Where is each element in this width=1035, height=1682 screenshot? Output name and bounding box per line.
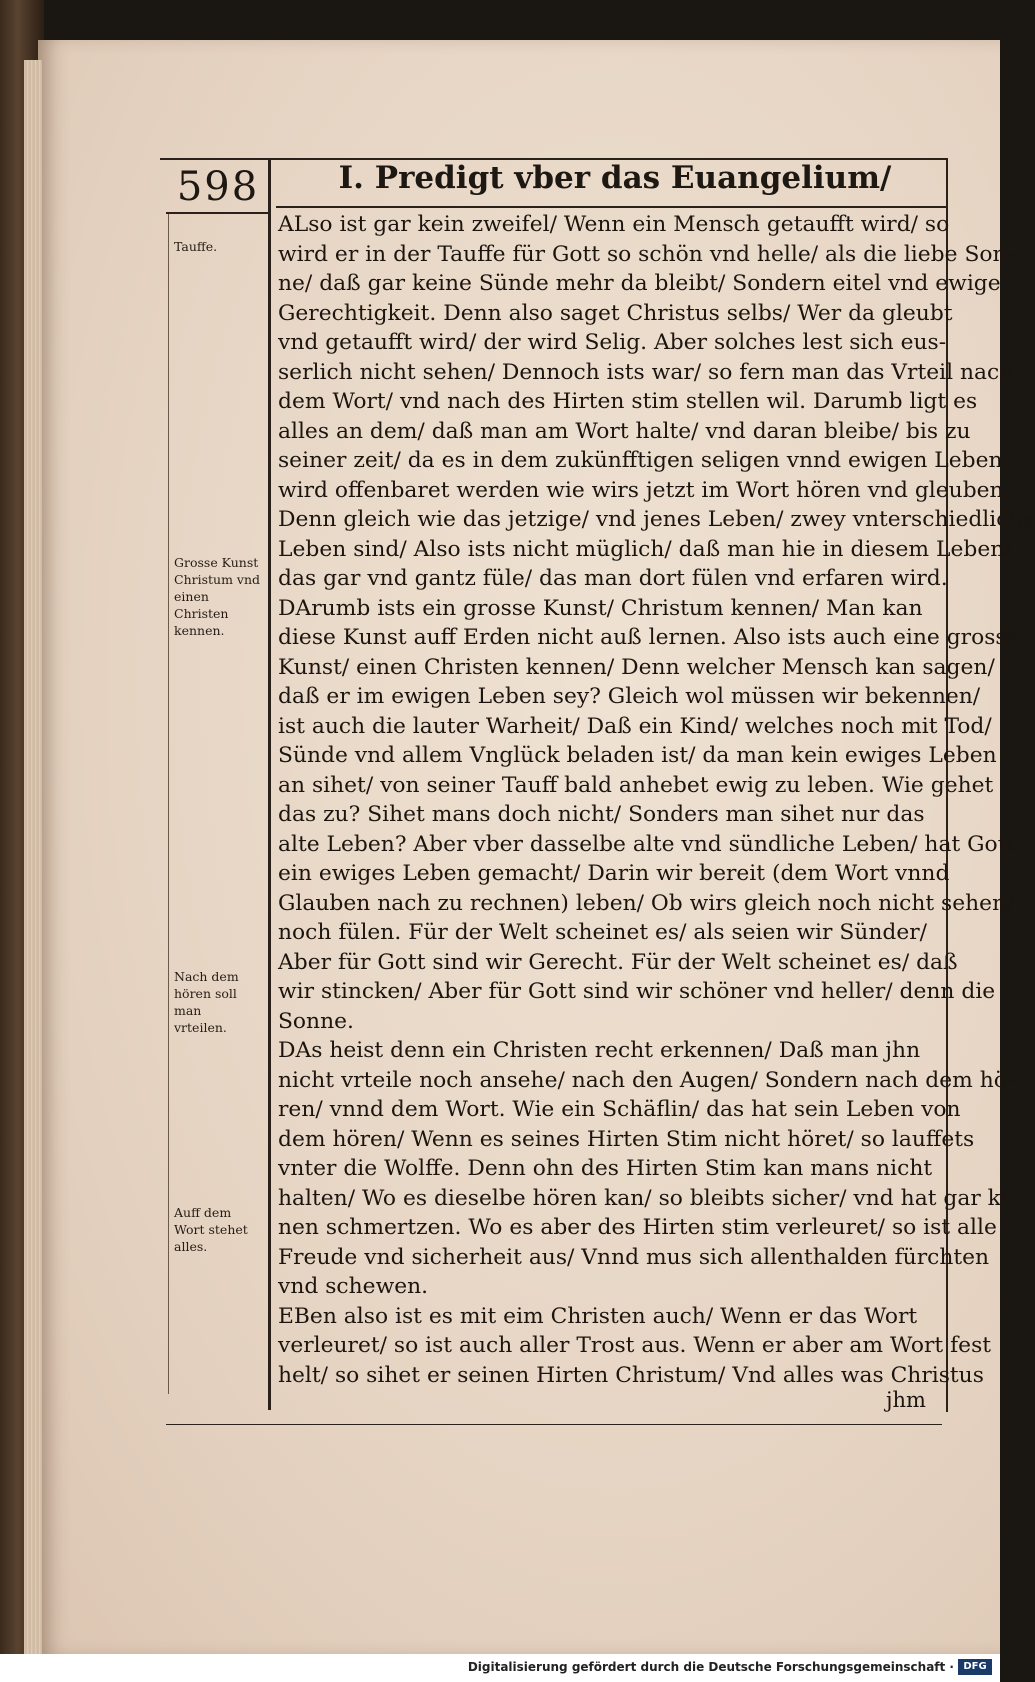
text-line: vnter die Wolffe. Denn ohn des Hirten Stim kan mans nicht [278, 1156, 933, 1181]
column-divider [268, 160, 271, 1410]
text-line: DArumb ists ein grosse Kunst/ Christum kennen/ Man kan [278, 595, 923, 621]
marginal-note-tauffe [174, 238, 266, 255]
text-line: Aber für Gott sind wir Gerecht. Für der Welt scheinet es/ daß [278, 949, 958, 975]
dfg-logo-icon: DFG [958, 1659, 992, 1675]
running-title: I. Predigt vber das Euangelium/ [338, 160, 892, 196]
text-line: ne/ daß gar keine Sünde mehr da bleibt/ Sondern eitel vnd ewige [278, 271, 1001, 296]
text-line: dem hören/ Wenn es seines Hirten Stim nicht höret/ so lauffets [278, 1126, 975, 1152]
funding-credit: Digitalisierung gefördert durch die Deutsche Forschungsgemeinschaft · [467, 1660, 954, 1674]
text-line: wird offenbaret werden wie wirs jetzt im Wort hören vnd gleuben. [278, 477, 1011, 503]
text-line: halten/ Wo es dieselbe hören kan/ so bleibts sicher/ vnd hat gar kei- [278, 1185, 1029, 1211]
bottom-rule [166, 1424, 942, 1425]
text-line: nicht vrteile noch ansehe/ nach den Augen/ Sondern nach dem hö- [278, 1067, 1015, 1093]
text-line: wird er in der Tauffe für Gott so schön vnd helle/ als die liebe Son- [278, 241, 1014, 267]
text-line: ALso ist gar kein zweifel/ Wenn ein Mensch getaufft wird/ so [278, 212, 950, 237]
marginal-note-line: alles. [174, 1239, 208, 1254]
marginal-note-line: Nach dem [174, 969, 239, 984]
text-line: vnd getaufft wird/ der wird Selig. Aber solches lest sich eus- [278, 330, 947, 355]
text-line: das zu? Sihet mans doch nicht/ Sonders man sihet nur das [278, 802, 925, 827]
text-line: Kunst/ einen Christen kennen/ Denn welcher Mensch kan sagen/ [278, 654, 995, 680]
text-line: seiner zeit/ da es in dem zukünfftigen seligen vnnd ewigen Leben [278, 448, 1003, 473]
marginal-note-line: kennen. [174, 623, 225, 638]
text-line: vnd schewen. [278, 1274, 429, 1299]
marginal-note-nach-dem-horen [174, 968, 266, 1036]
text-line: alte Leben? Aber vber dasselbe alte vnd sündliche Leben/ hat Gott [278, 831, 1016, 857]
text-line: diese Kunst auff Erden nicht auß lernen. Also ists auch eine grosse [278, 625, 1020, 650]
text-line: ren/ vnnd dem Wort. Wie ein Schäflin/ das hat sein Leben von [278, 1097, 961, 1122]
text-line: EBen also ist es mit eim Christen auch/ Wenn er das Wort [278, 1303, 918, 1329]
text-line: helt/ so sihet er seinen Hirten Christum/ Vnd alles was Christus [278, 1362, 984, 1388]
text-line: daß er im ewigen Leben sey? Gleich wol müssen wir bekennen/ [278, 684, 981, 709]
marginal-note-line: Wort stehet [174, 1222, 248, 1237]
text-line: ein ewiges Leben gemacht/ Darin wir bereit (dem Wort vnnd [278, 861, 950, 886]
marginal-note-line: Christum vnd [174, 572, 261, 587]
text-line: nen schmertzen. Wo es aber des Hirten stim verleuret/ so ist alle [278, 1215, 997, 1240]
digitization-footer [0, 1654, 1000, 1682]
catchword: jhm [886, 1388, 926, 1412]
marginal-note-grosse-kunst [174, 554, 266, 639]
text-line: Sonne. [278, 1008, 354, 1034]
margin-rule [168, 214, 169, 1394]
marginal-note-line: Tauffe. [174, 239, 218, 254]
text-line: Freude vnd sicherheit aus/ Vnnd mus sich allenthalden fürchten [278, 1244, 990, 1270]
text-line: Denn gleich wie das jetzige/ vnd jenes Leben/ zwey vnterschiedliche [278, 507, 1035, 532]
marginal-note-auff-dem-wort [174, 1204, 266, 1255]
page-stack-edge [24, 60, 42, 1660]
text-line: Glauben nach zu rechnen) leben/ Ob wirs gleich noch nicht sehen/ [278, 890, 1014, 916]
marginal-note-line: hören soll man [174, 986, 237, 1018]
text-line: Sünde vnd allem Vnglück beladen ist/ da man kein ewiges Leben [278, 743, 997, 768]
text-line: an sihet/ von seiner Tauff bald anhebet ewig zu leben. Wie gehet [278, 772, 994, 798]
text-line: DAs heist denn ein Christen recht erkennen/ Daß man jhn [278, 1038, 921, 1063]
marginal-note-line: Auff dem [174, 1205, 232, 1220]
page-number: 598 [176, 164, 260, 210]
text-line: das gar vnd gantz füle/ das man dort fülen vnd erfaren wird. [278, 566, 948, 591]
text-line: ist auch die lauter Warheit/ Daß ein Kind/ welches noch mit Tod/ [278, 713, 992, 739]
text-line: Gerechtigkeit. Denn also saget Christus selbs/ Wer da gleubt [278, 300, 953, 326]
text-line: alles an dem/ daß man am Wort halte/ vnd daran bleibe/ bis zu [278, 418, 971, 444]
text-line: verleuret/ so ist auch aller Trost aus. Wenn er aber am Wort fest [278, 1333, 992, 1358]
marginal-note-line: Grosse Kunst [174, 555, 259, 570]
text-line: wir stincken/ Aber für Gott sind wir schöner vnd heller/ denn die [278, 979, 996, 1004]
text-line: serlich nicht sehen/ Dennoch ists war/ so fern man das Vrteil nach [278, 359, 1014, 385]
marginal-note-line: einen Christen [174, 589, 229, 621]
text-line: noch fülen. Für der Welt scheinet es/ als seien wir Sünder/ [278, 920, 927, 945]
text-line: dem Wort/ vnd nach des Hirten stim stellen wil. Darumb ligt es [278, 389, 978, 414]
marginal-note-line: vrteilen. [174, 1020, 227, 1035]
text-line: Leben sind/ Also ists nicht müglich/ daß man hie in diesem Leben/ [278, 536, 1012, 562]
body-text [278, 210, 1035, 1390]
